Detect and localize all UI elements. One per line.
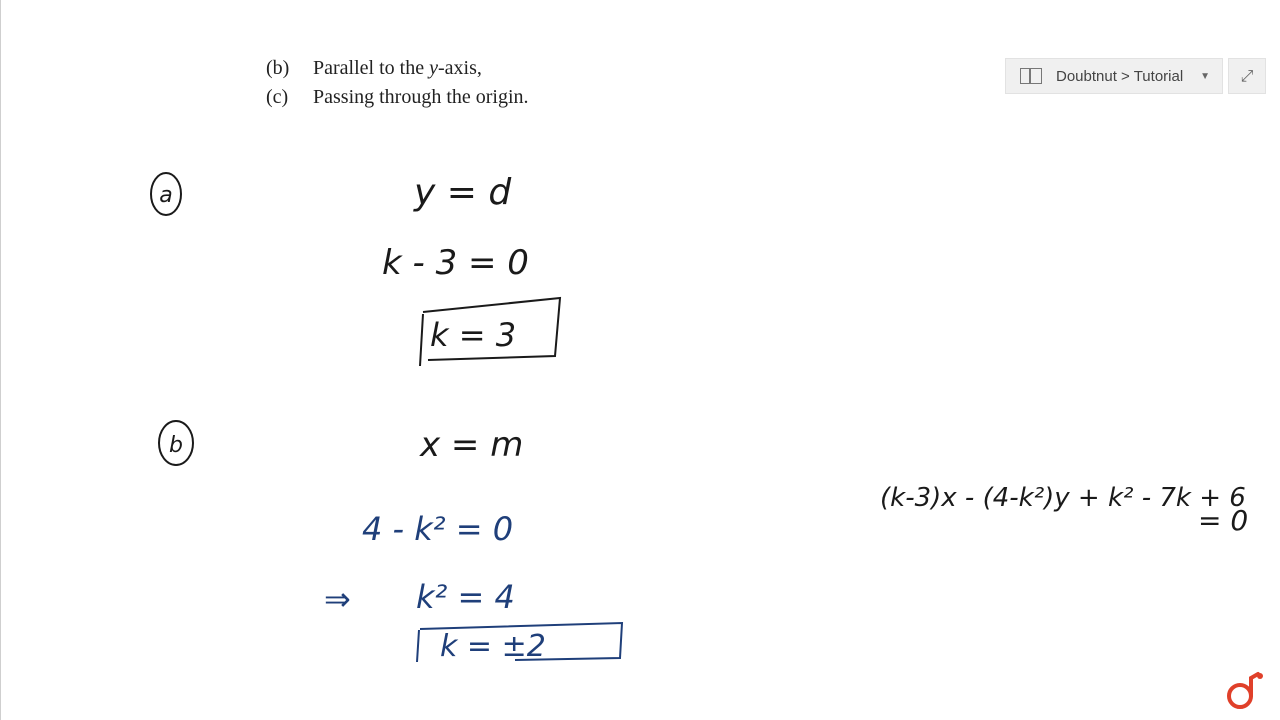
a-result: k = 3 <box>430 316 517 354</box>
a-step-1: y = d <box>414 172 512 213</box>
doubtnut-logo-icon[interactable] <box>1222 670 1266 714</box>
expand-icon: ⤢ <box>1240 66 1254 85</box>
a-step-2: k - 3 = 0 <box>382 243 529 283</box>
part-c-text: Passing through the origin. <box>313 86 529 108</box>
part-c-tag: (c) <box>266 86 289 108</box>
b-step-1: x = m <box>420 425 524 465</box>
given-equation-line-2: = 0 <box>1198 504 1249 537</box>
b-step-2: 4 - k² = 0 <box>362 510 514 548</box>
chevron-down-icon: ▼ <box>1200 70 1210 82</box>
marker-a <box>151 173 181 215</box>
marker-b <box>159 421 193 465</box>
marker-b-label: b <box>169 433 183 458</box>
a-result-box <box>420 298 560 366</box>
b-result: k = ±2 <box>440 629 546 664</box>
implies-arrow: ⇒ <box>324 580 351 618</box>
part-b-text-before: Parallel to the <box>313 57 430 79</box>
marker-a-label: a <box>159 183 173 208</box>
b-step-3: k² = 4 <box>416 578 515 616</box>
part-b-variable: y <box>429 57 438 79</box>
b-result-box <box>417 623 622 664</box>
given-equation-line-1: (k-3)x - (4-k²)y + k² - 7k + 6 <box>880 483 1246 513</box>
part-b-text-after: -axis, <box>437 57 482 79</box>
channel-label: Doubtnut > Tutorial <box>1056 67 1184 85</box>
part-b-tag: (b) <box>266 57 290 79</box>
